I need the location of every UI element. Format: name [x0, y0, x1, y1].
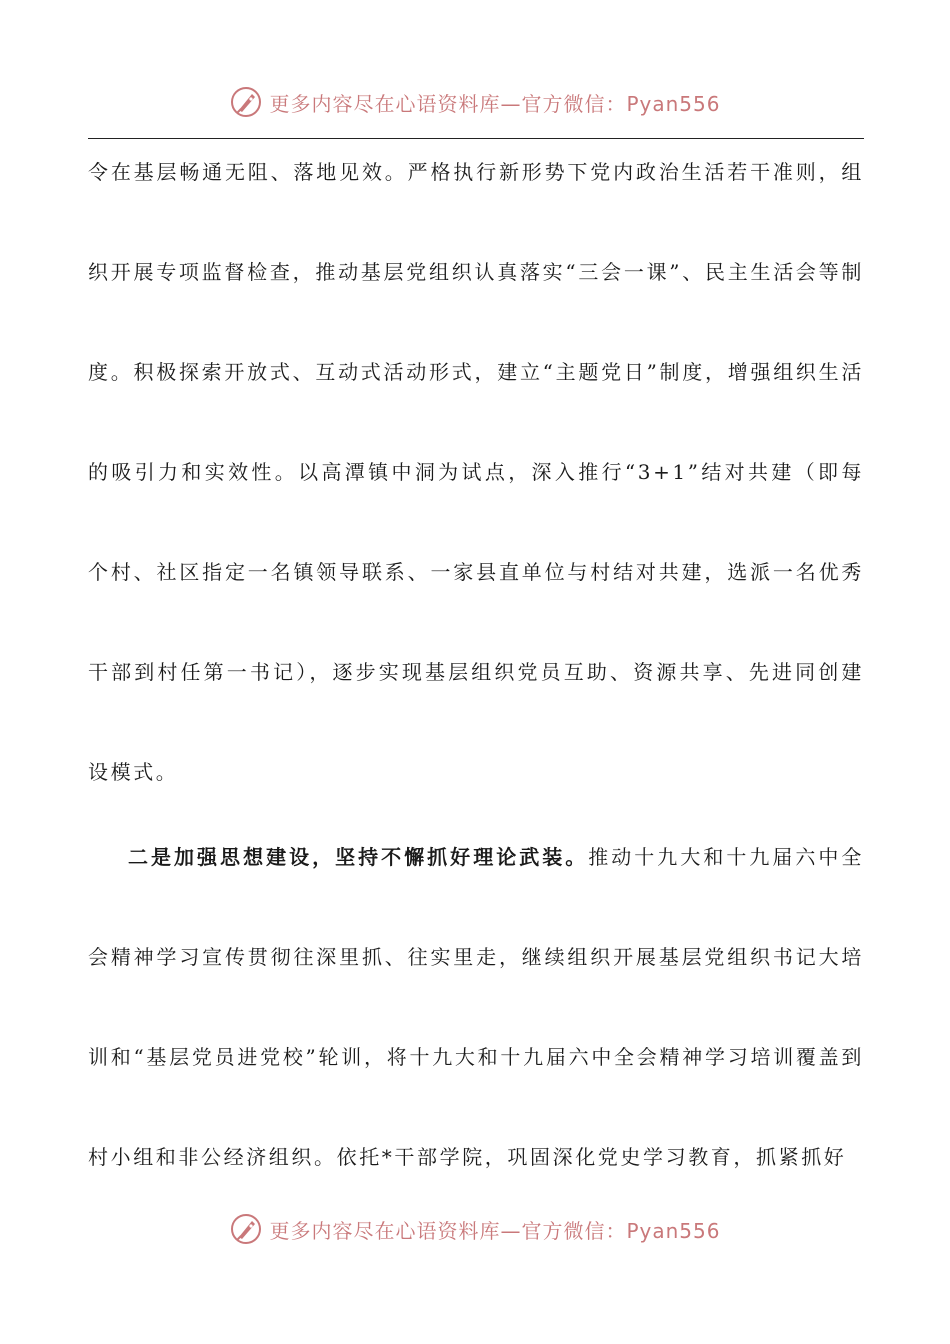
paragraph-2-text: 推动十九大和十九届六中全会精神学习宣传贯彻往深里抓、往实里走，继续组织开展基层党组织书记大培训和“基层党员进党校”轮训，将十九大和十九届六中全会精神学习培训覆盖到村小组和非公经济组织。依托*干部学院，巩固深化党史学习教育，抓紧抓好 — [88, 845, 865, 1169]
header-watermark-text: 更多内容尽在心语资料库—官方微信：Pyan556 — [269, 91, 721, 116]
body-paragraph-1: 令在基层畅通无阻、落地见效。严格执行新形势下党内政治生活若干准则，组织开展专项监督检查，推动基层党组织认真落实“三会一课”、民主生活会等制度。积极探索开放式、互动式活动形式，建立“主题党日”制度，增强组织生活的吸引力和实效性。以高潭镇中洞为试点，深入推行“3+1”结对共建（即每个村、社区指定一名镇领导联系、一家县直单位与村结对共建，选派一名优秀干部到村任第一书记），逐步实现基层组织党员互助、资源共享、先进同创建设模式。 — [88, 160, 864, 784]
paragraph-2-heading: 二是加强思想建设，坚持不懈抓好理论武装。 — [128, 845, 589, 869]
header-watermark — [0, 82, 950, 122]
body-paragraph-2 — [88, 807, 864, 1207]
footer-watermark — [0, 1209, 950, 1249]
pen-nib-seal-icon — [229, 85, 263, 119]
pen-nib-seal-icon — [229, 1212, 263, 1246]
footer-watermark-text: 更多内容尽在心语资料库—官方微信：Pyan556 — [269, 1218, 721, 1243]
